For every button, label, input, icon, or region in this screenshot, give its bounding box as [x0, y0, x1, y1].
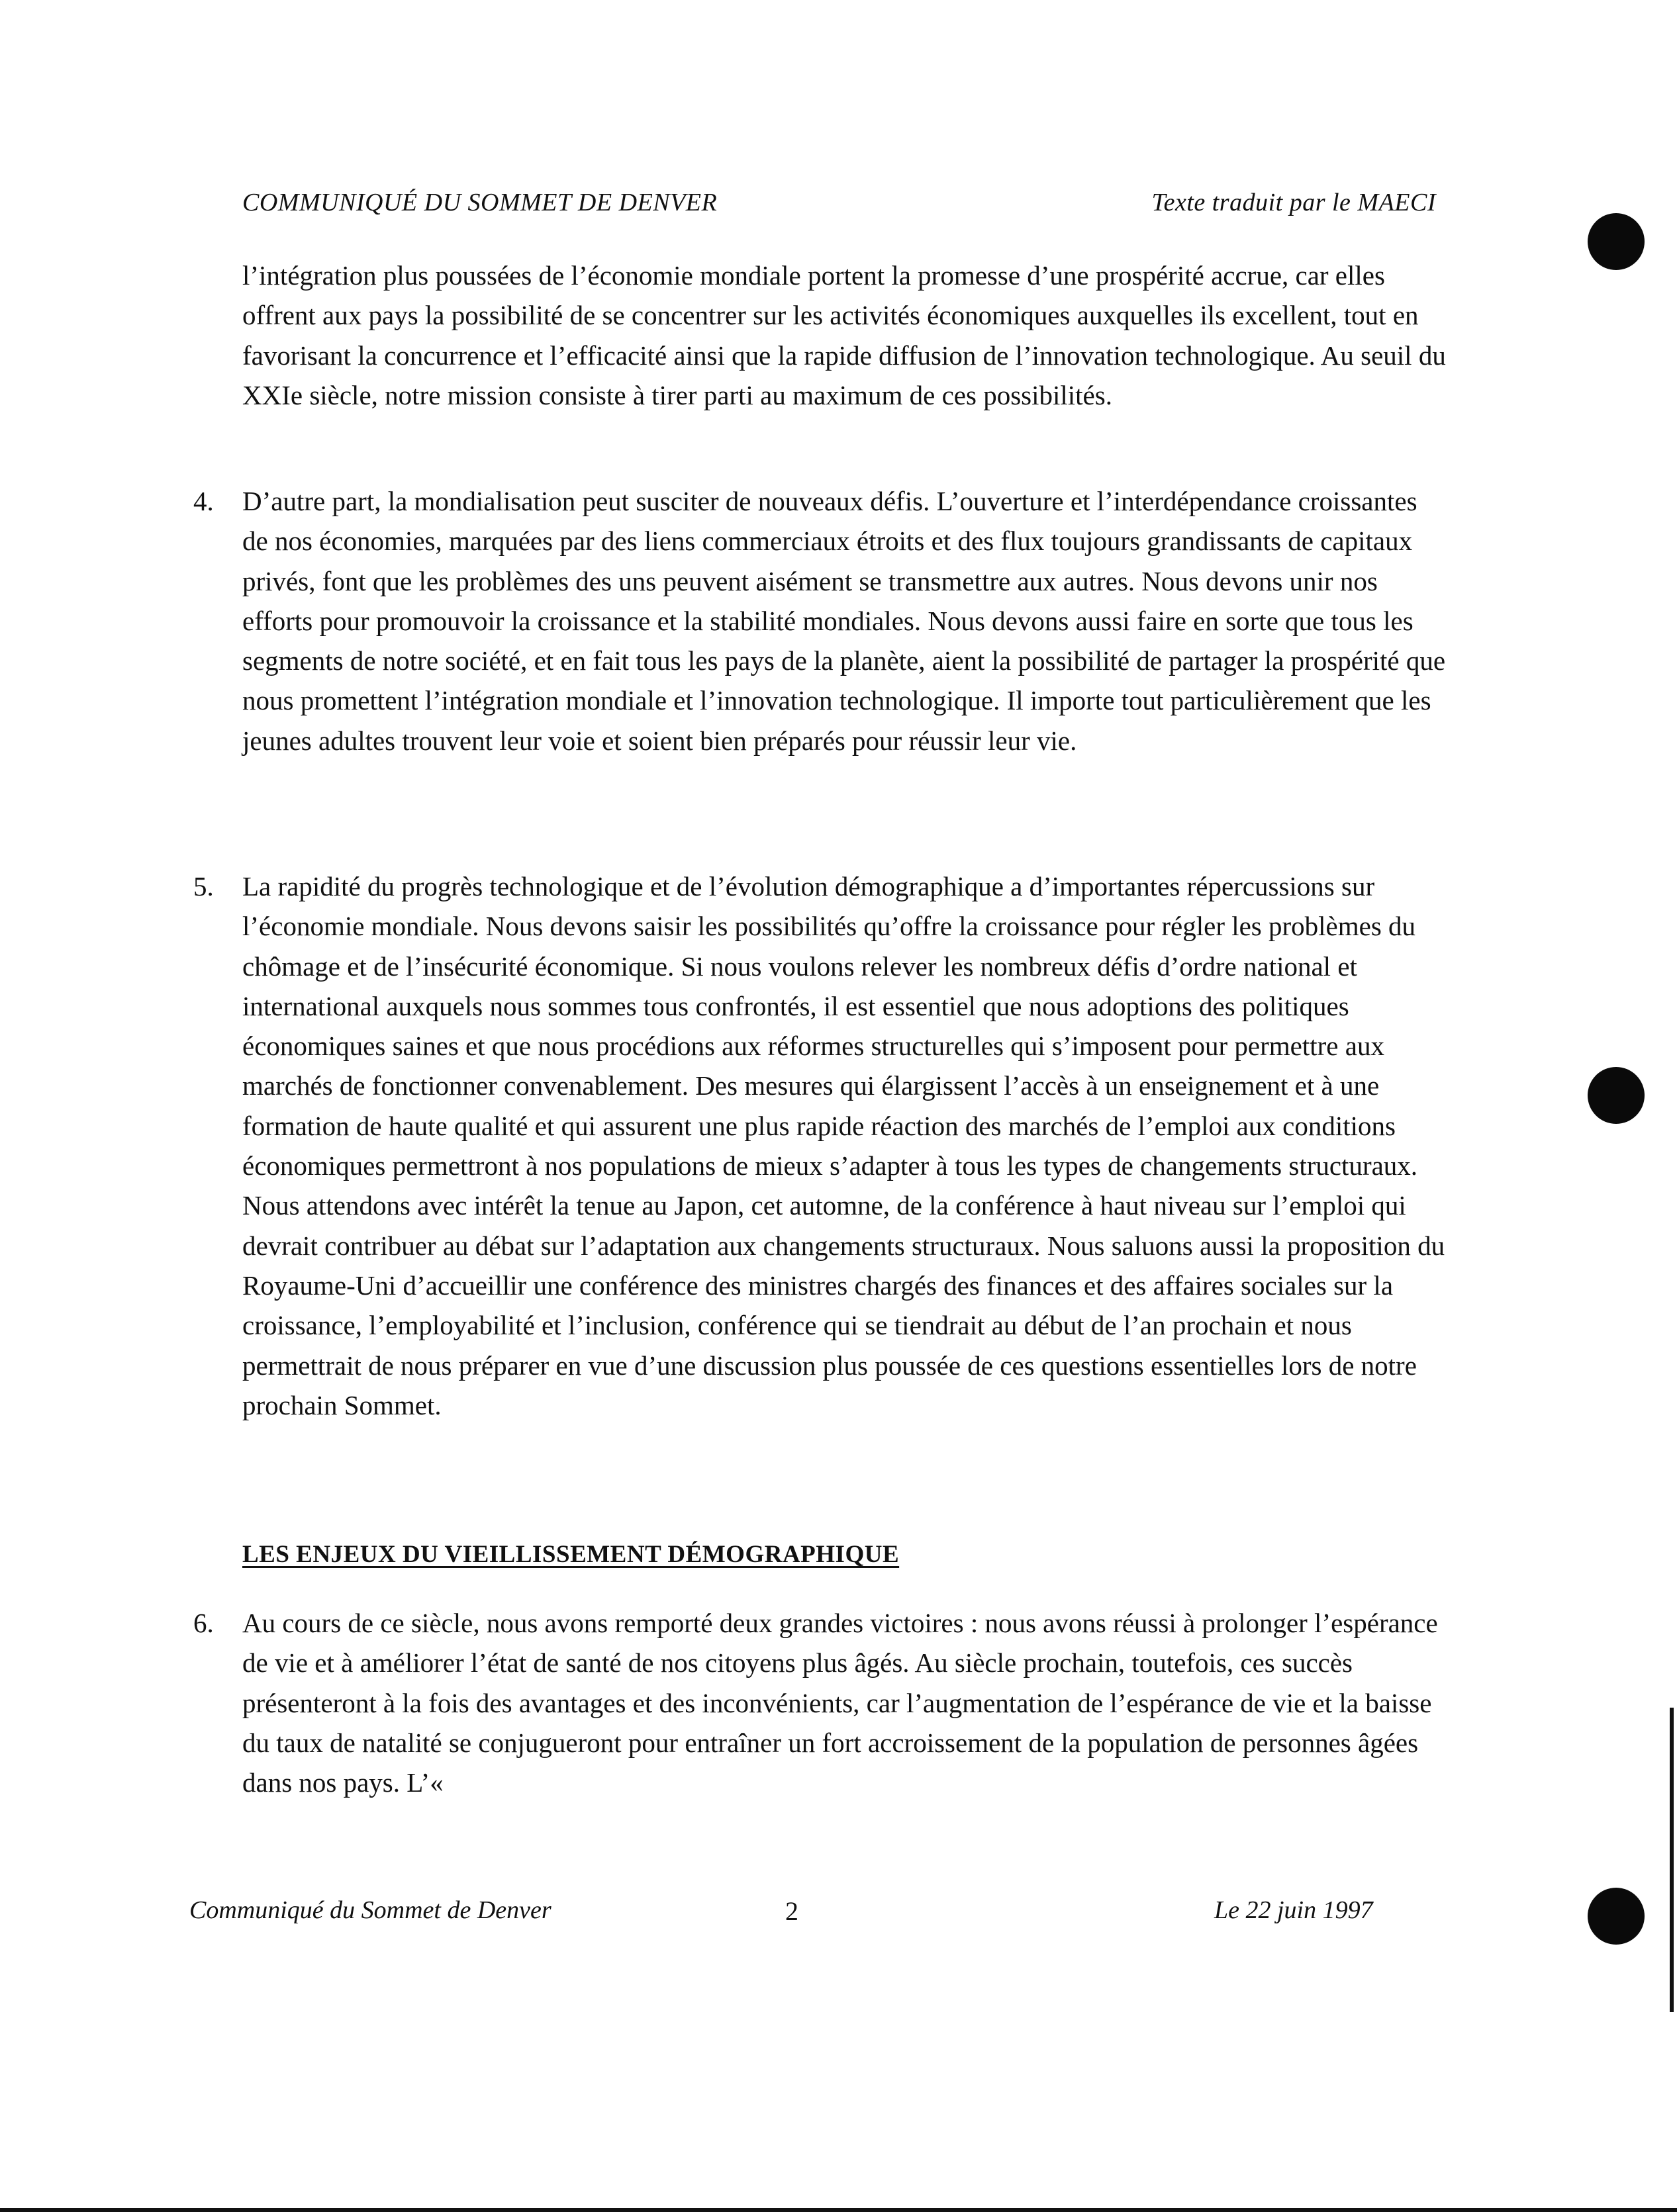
paragraph-4: D’autre part, la mondialisation peut susciter de nouveaux défis. L’ouverture et l’interdépendance croissantes de nos économies, marquées par des liens commerciaux étroits et des flux toujours grandissants de capitaux privés, font que les problèmes des uns peuvent aisément se transmettre aux autres. Nous devons unir nos efforts pour promouvoir la croissance et la stabilité mondiales. Nous devons aussi faire en sorte que tous les segments de notre société, et en fait tous les pays de la planète, aient la possibilité de partager la prospérité que nous promettent l’intégration mondiale et l’innovation technologique. Il importe tout particulièrement que les jeunes adultes trouvent leur voie et soient bien préparés pour réussir leur vie.: [242, 486, 1446, 756]
footer-date: Le 22 juin 1997: [1214, 1896, 1373, 1924]
page-number: 2: [785, 1896, 798, 1926]
scan-bottom-edge: [0, 2208, 1677, 2212]
section-title: LES ENJEUX DU VIEILLISSEMENT DÉMOGRAPHIQUE: [242, 1541, 900, 1568]
paragraph-6: Au cours de ce siècle, nous avons remporté deux grandes victoires : nous avons réussi à prolonger l’espérance de vie et à améliorer l’état de santé de nos citoyens plus âgés. Au siècle prochain, toutefois, ces succès présenteront à la fois des avantages et des inconvénients, car l’augmentation de l’espérance de vie et la baisse du taux de natalité se conjugueront pour entraîner un fort accroissement de la population de personnes âgées dans nos pays. L’«: [242, 1608, 1438, 1798]
paragraph-6-number: 6.: [193, 1608, 214, 1638]
paragraph-3-continued: l’intégration plus poussées de l’économie mondiale portent la promesse d’une prospérité accrue, car elles offrent aux pays la possibilité de se concentrer sur les activités économiques auxquelles ils excellent, tout en favorisant la concurrence et l’efficacité ainsi que la rapide diffusion de l’innovation technologique. Au seuil du XXIe siècle, notre mission consiste à tirer parti au maximum de ces possibilités.: [242, 260, 1446, 410]
header-title: COMMUNIQUÉ DU SOMMET DE DENVER: [242, 189, 718, 216]
paragraph-5: La rapidité du progrès technologique et de l’évolution démographique a d’importantes répercussions sur l’économie mondiale. Nous devons saisir les possibilités qu’offre la croissance pour régler les problèmes du chômage et de l’insécurité économique. Si nous voulons relever les nombreux défis d’ordre national et international auxquels nous sommes tous confrontés, il est essentiel que nous adoptions des politiques économiques saines et que nous procédions aux réformes structurelles qui s’imposent pour permettre aux marchés de fonctionner convenablement. Des mesures qui élargissent l’accès à un enseignement et à une formation de haute qualité et qui assurent une plus rapide réaction des marchés de l’emploi aux conditions économiques permettront à nos populations de mieux s’adapter à tous les types de changements structuraux. Nous attendons avec intérêt la tenue au Japon, cet automne, de la conférence à haut niveau sur l’emploi qui devrait contribuer au débat sur l’adaptation aux changements structuraux. Nous saluons aussi la proposition du Royaume-Uni d’accueillir une conférence des ministres chargés des finances et des affaires sociales sur la croissance, l’employabilité et l’inclusion, conférence qui se tiendrait au début de l’an prochain et nous permettrait de nous préparer en vue d’une discussion plus poussée de ces questions essentielles lors de notre prochain Sommet.: [242, 871, 1445, 1420]
scan-edge-mark: [1670, 1708, 1674, 2012]
punch-hole-top: [1588, 213, 1645, 270]
punch-hole-bottom: [1588, 1888, 1645, 1945]
paragraph-5-number: 5.: [193, 871, 214, 901]
footer-title: Communiqué du Sommet de Denver: [189, 1896, 551, 1924]
header-translation-note: Texte traduit par le MAECI: [1151, 189, 1436, 216]
paragraph-4-number: 4.: [193, 486, 214, 516]
punch-hole-middle: [1588, 1067, 1645, 1124]
